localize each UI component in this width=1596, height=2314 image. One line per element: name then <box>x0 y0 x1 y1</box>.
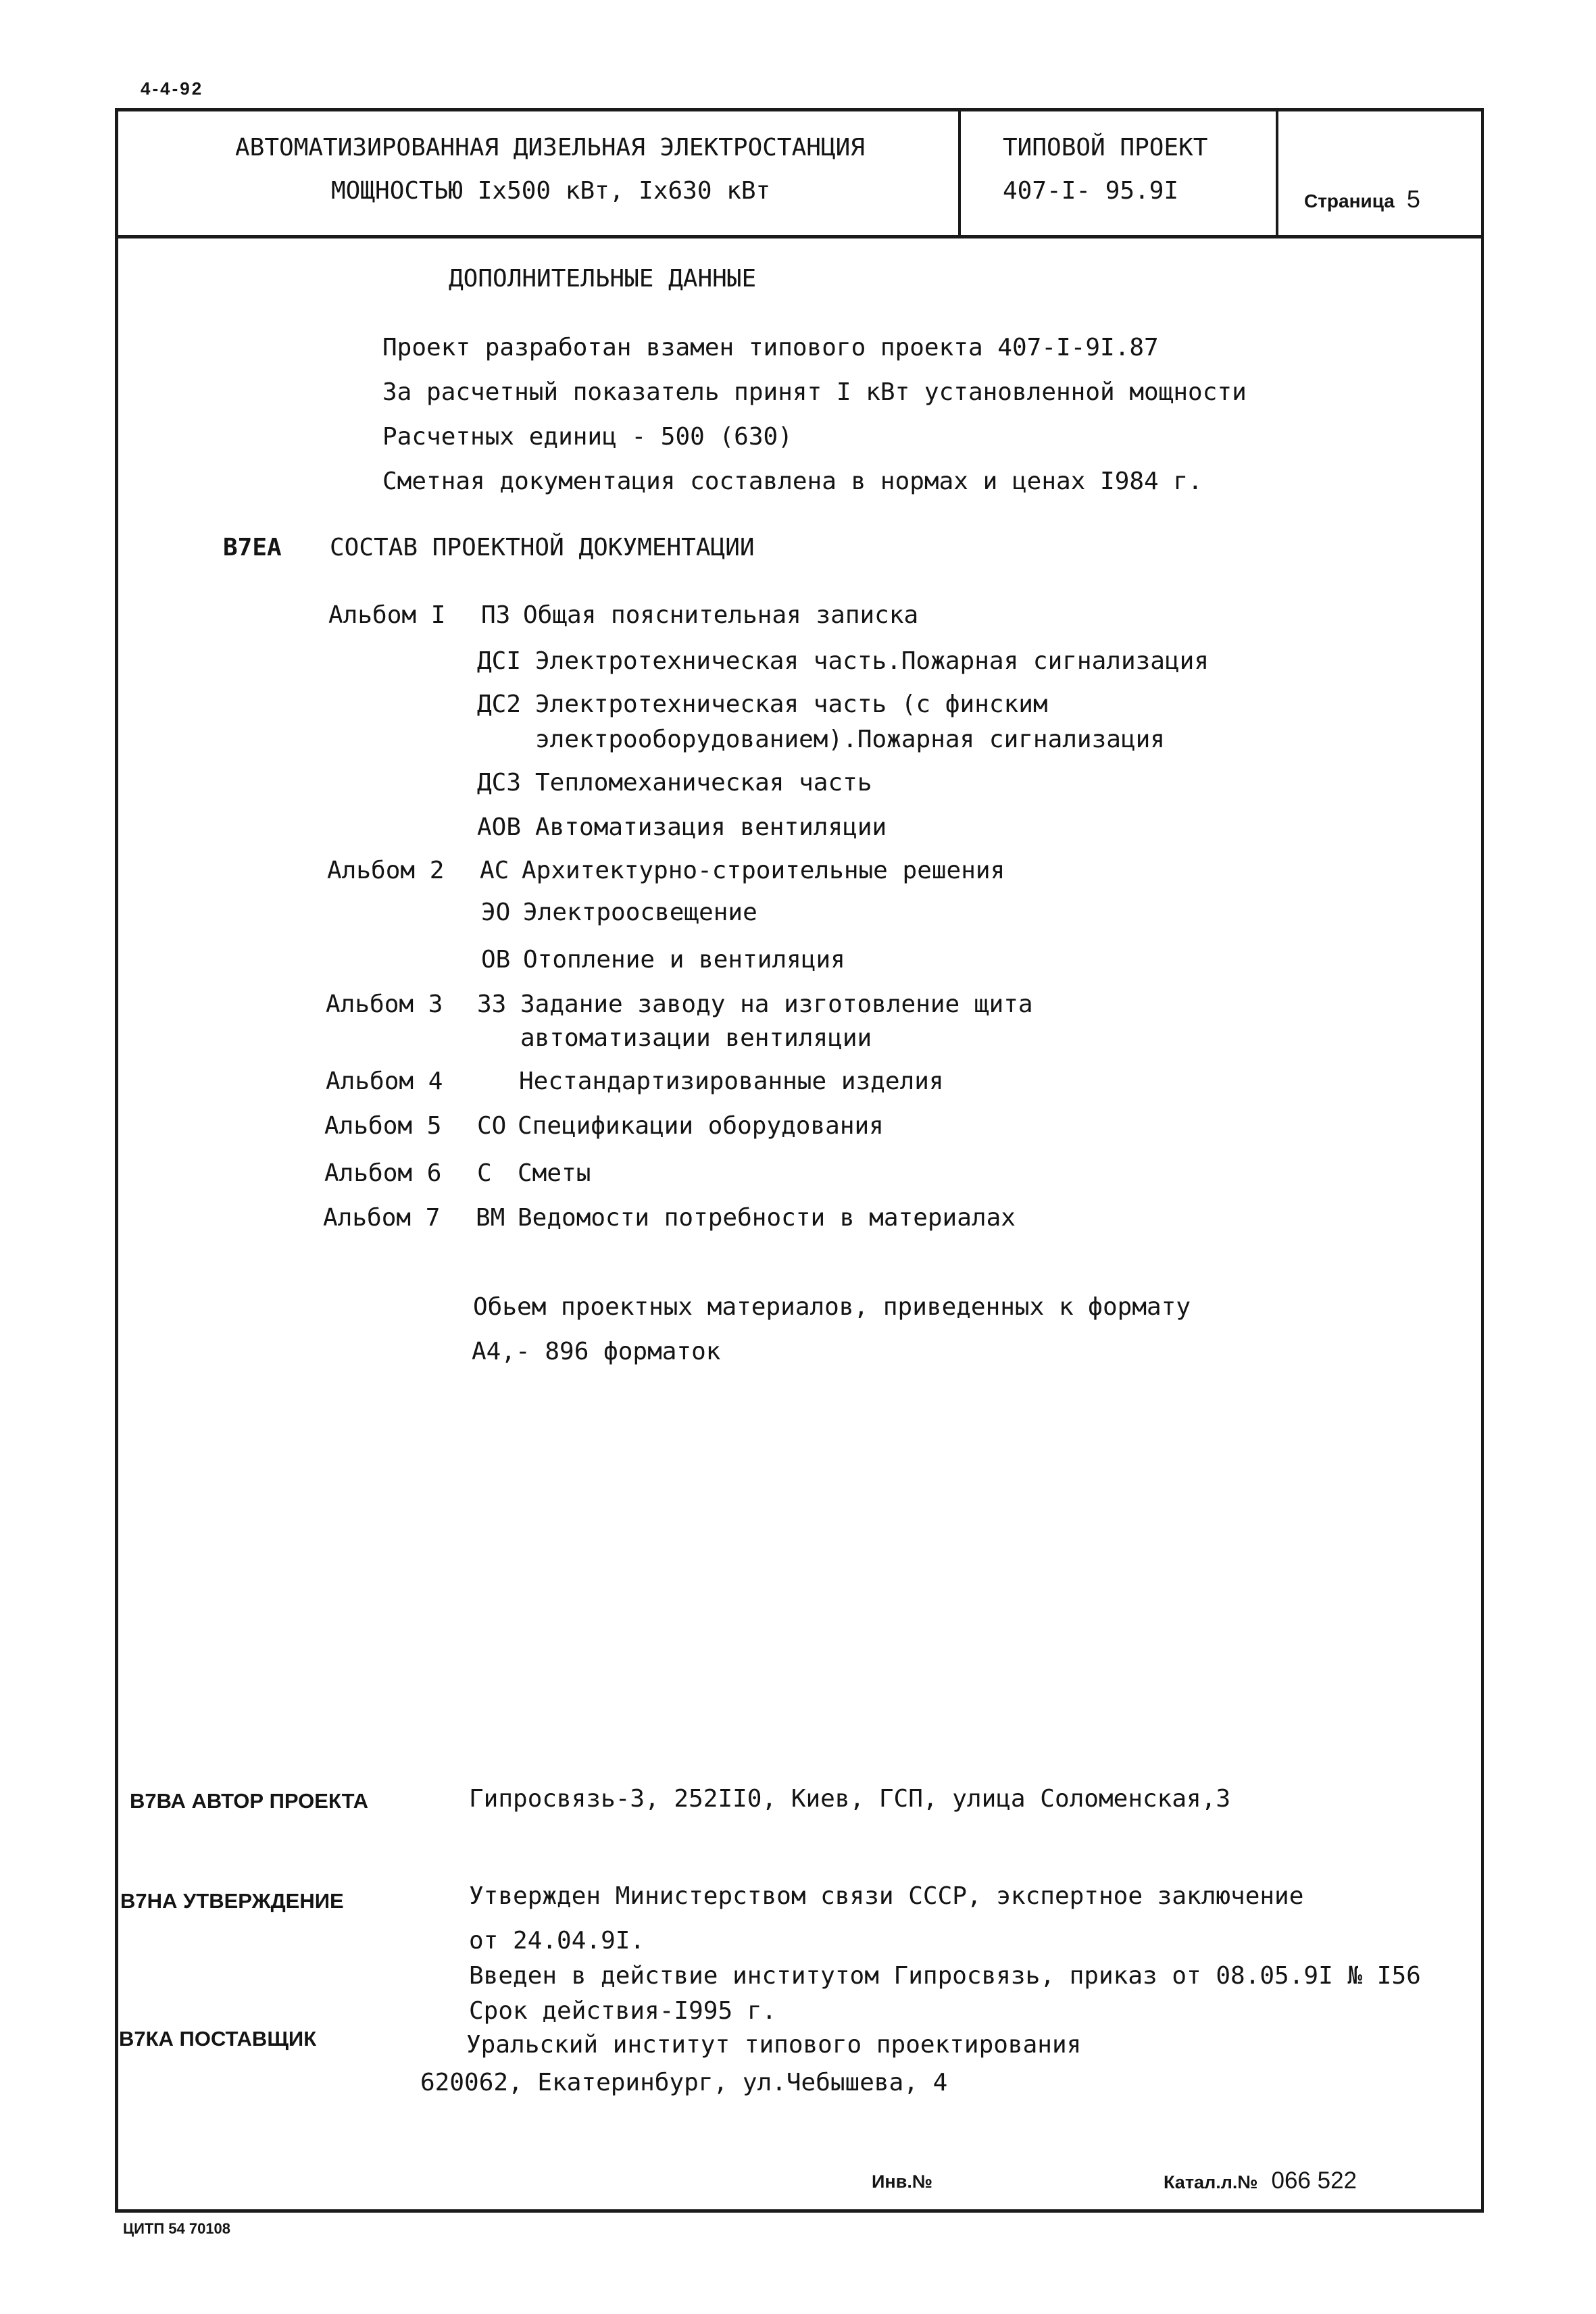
doc-code: АОВ <box>477 813 522 841</box>
album-label: Альбом 2 <box>327 857 445 884</box>
doc-title: Общая пояснительная записка <box>523 601 919 629</box>
doc-title-continued: электрооборудованием).Пожарная сигнализация <box>535 726 1165 753</box>
project-number: 407-I- 95.9I <box>1003 177 1179 205</box>
catalog-field <box>1164 2167 1357 2194</box>
doc-title: Сметы <box>518 1159 591 1187</box>
volume-line-1: Обьем проектных материалов, приведенных к формату <box>473 1293 1191 1321</box>
page-indicator <box>1304 185 1420 213</box>
doc-code: ДС2 <box>477 690 522 718</box>
doc-code: ЗЗ <box>477 990 507 1018</box>
approval-line: от 24.04.9I. <box>469 1927 645 1955</box>
composition-heading: СОСТАВ ПРОЕКТНОЙ ДОКУМЕНТАЦИИ <box>330 534 755 561</box>
project-label: ТИПОВОЙ ПРОЕКТ <box>1003 134 1208 161</box>
header-bottom-line <box>115 235 1484 238</box>
doc-code: ПЗ <box>481 601 511 629</box>
album-label: Альбом I <box>328 601 446 629</box>
additional-line: За расчетный показатель принят I кВт установленной мощности <box>382 378 1247 406</box>
doc-code: ВМ <box>476 1204 505 1232</box>
header-divider-1 <box>958 108 961 236</box>
author-text: Гипросвязь-3, 252II0, Киев, ГСП, улица Соломенская,3 <box>469 1785 1231 1813</box>
additional-line: Проект разработан взамен типового проекта 407-I-9I.87 <box>382 334 1159 361</box>
doc-title: Отопление и вентиляция <box>523 946 845 974</box>
album-label: Альбом 3 <box>326 990 443 1018</box>
doc-title: Спецификации оборудования <box>518 1112 884 1140</box>
approval-label: В7НА УТВЕРЖДЕНИЕ <box>120 1889 344 1913</box>
inventory-label: Инв.№ <box>872 2171 932 2192</box>
doc-code: ОВ <box>481 946 511 974</box>
doc-code: ДС3 <box>477 769 522 797</box>
doc-code: СО <box>477 1112 507 1140</box>
doc-title: Автоматизация вентиляции <box>535 813 887 841</box>
album-label: Альбом 6 <box>324 1159 442 1187</box>
doc-title: Задание заводу на изготовление щита <box>520 990 1033 1018</box>
doc-title: Нестандартизированные изделия <box>519 1067 944 1095</box>
doc-title-continued: автоматизации вентиляции <box>520 1024 872 1052</box>
doc-title: Архитектурно-строительные решения <box>522 857 1005 884</box>
doc-code: АС <box>480 857 509 884</box>
doc-code: С <box>477 1159 492 1187</box>
catalog-label: Катал.л.№ <box>1164 2172 1258 2192</box>
composition-code: В7ЕА <box>223 534 282 561</box>
album-label: Альбом 7 <box>323 1204 441 1232</box>
header-divider-2 <box>1276 108 1278 236</box>
approval-line: Утвержден Министерством связи СССР, экспертное заключение <box>469 1882 1304 1910</box>
album-label: Альбом 5 <box>324 1112 442 1140</box>
additional-line: Сметная документация составлена в нормах и ценах I984 г. <box>382 468 1203 495</box>
doc-title: Электроосвещение <box>523 899 757 926</box>
approval-line: Введен в действие институтом Гипросвязь, приказ от 08.05.9I № I56 <box>469 1962 1421 1990</box>
print-code: ЦИТП 54 70108 <box>123 2220 231 2237</box>
doc-title: Ведомости потребности в материалах <box>518 1204 1016 1232</box>
page-number: 5 <box>1406 185 1420 213</box>
catalog-number: 066 522 <box>1271 2167 1357 2194</box>
page-label: Страница <box>1304 191 1395 211</box>
album-label: Альбом 4 <box>326 1067 443 1095</box>
additional-heading: ДОПОЛНИТЕЛЬНЫЕ ДАННЫЕ <box>449 265 757 293</box>
doc-title: Тепломеханическая часть <box>535 769 872 797</box>
doc-code: ЭО <box>481 899 511 926</box>
doc-code: ДСI <box>477 647 522 675</box>
header-title-line1: АВТОМАТИЗИРОВАННАЯ ДИЗЕЛЬНАЯ ЭЛЕКТРОСТАНЦИЯ <box>235 134 865 161</box>
supplier-line: Уральский институт типового проектирования <box>466 2031 1082 2059</box>
header-title-line2: МОЩНОСТЬЮ Iх500 кВт, Iх630 кВт <box>331 177 771 205</box>
doc-title: Электротехническая часть.Пожарная сигнализация <box>535 647 1209 675</box>
volume-line-2: А4,- 896 форматок <box>472 1338 721 1365</box>
doc-title: Электротехническая часть (с финским <box>535 690 1048 718</box>
supplier-label: В7КА ПОСТАВЩИК <box>119 2027 317 2051</box>
approval-line: Срок действия-I995 г. <box>469 1997 777 2025</box>
author-label: В7ВА АВТОР ПРОЕКТА <box>130 1789 369 1813</box>
additional-line: Расчетных единиц - 500 (630) <box>382 423 793 451</box>
supplier-line: 620062, Екатеринбург, ул.Чебышева, 4 <box>420 2069 948 2096</box>
top-code: 4-4-92 <box>141 78 204 99</box>
